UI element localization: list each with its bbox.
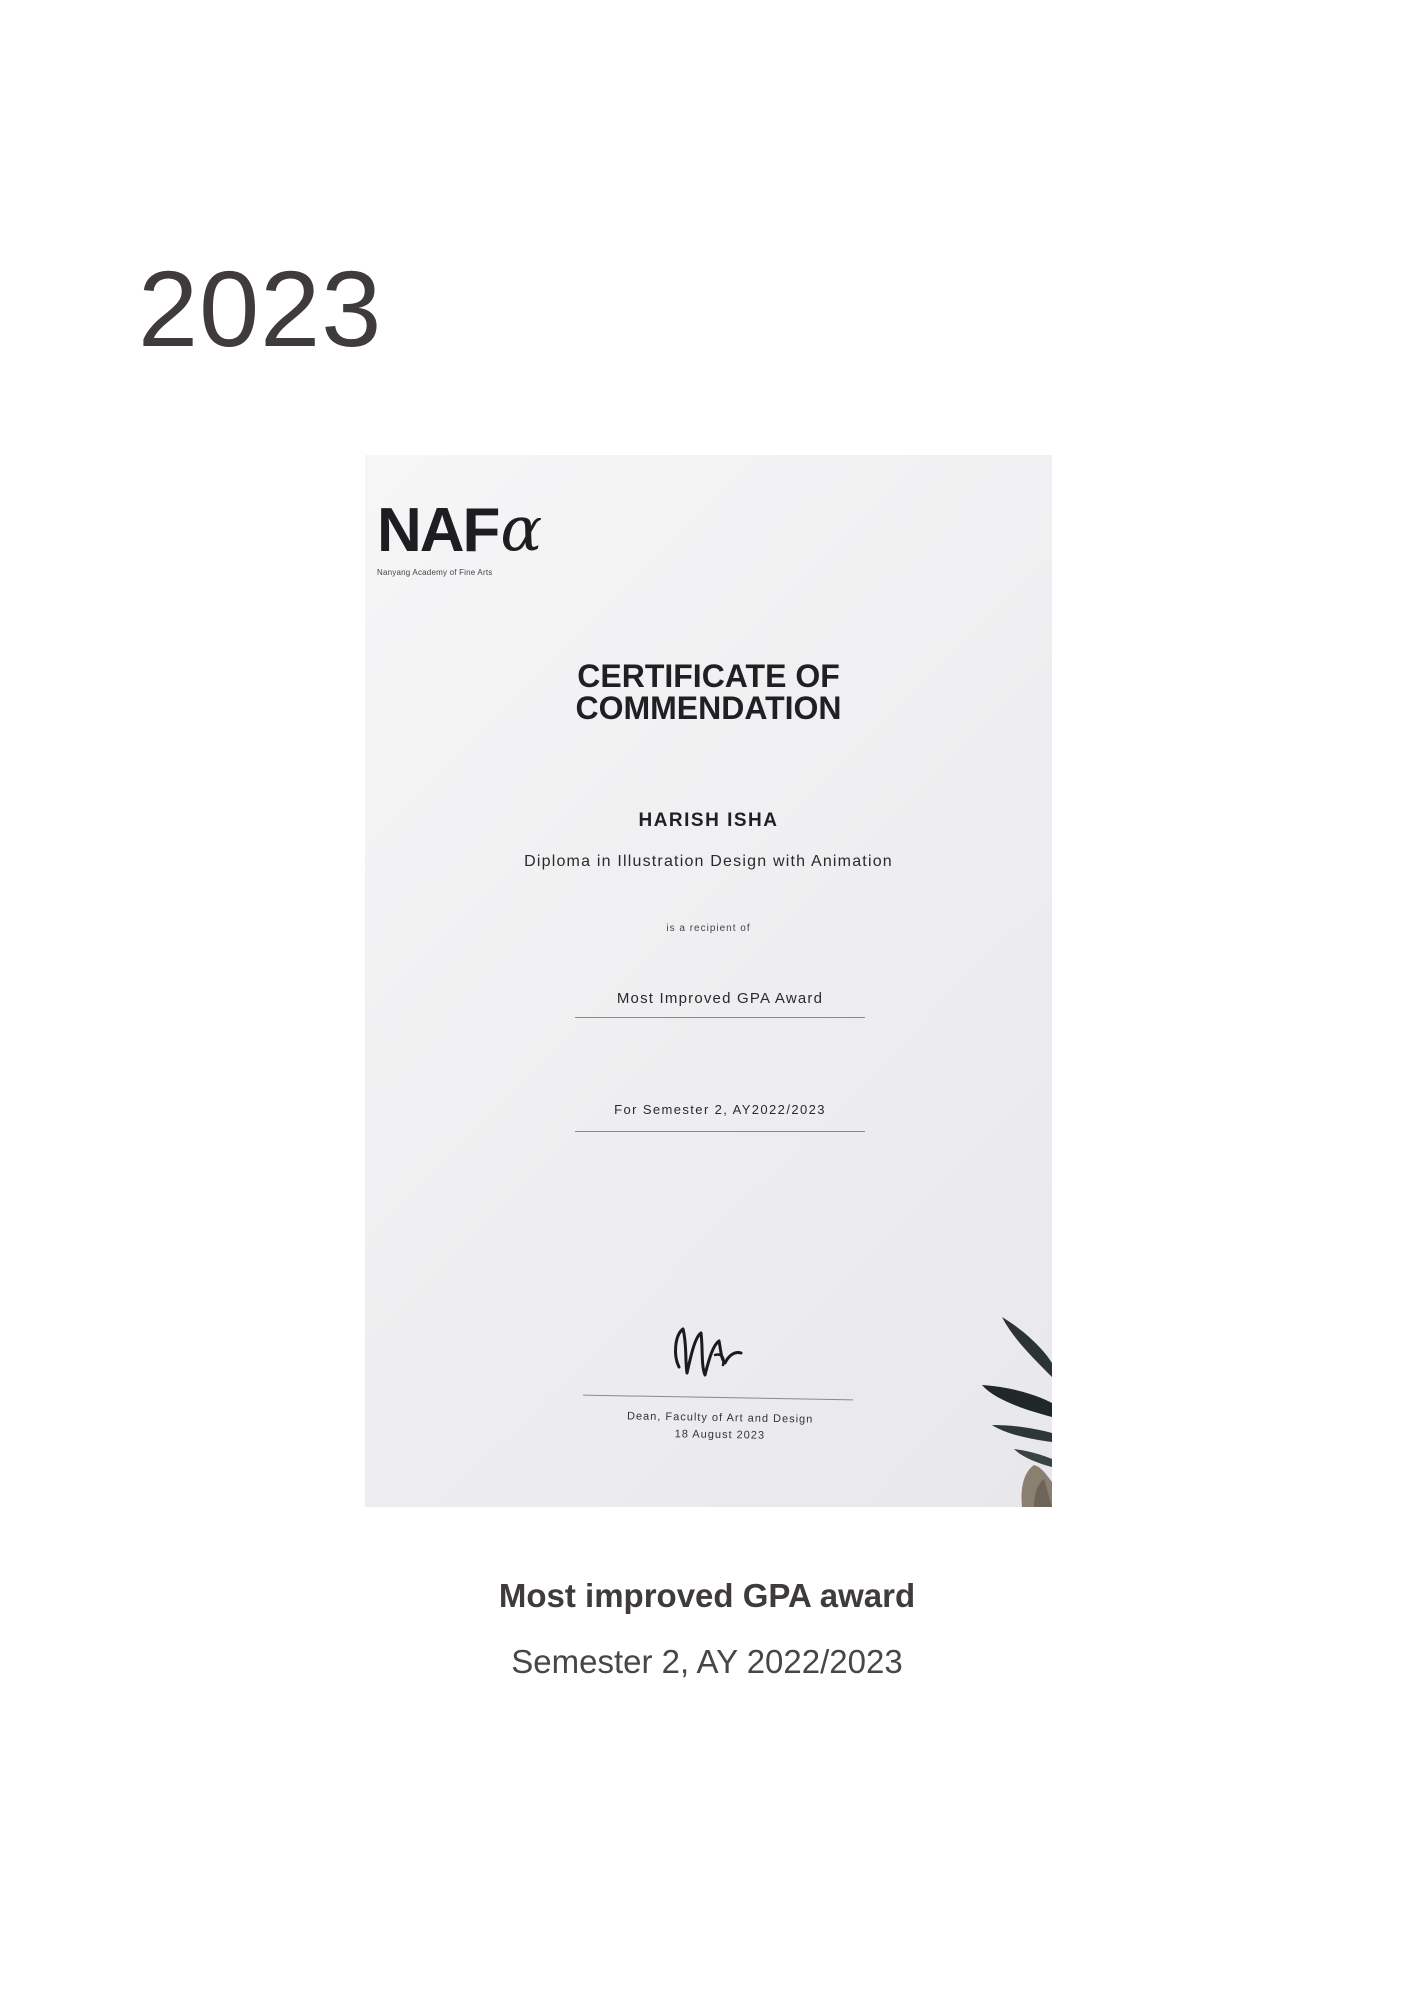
logo-subtitle: Nanyang Academy of Fine Arts — [377, 568, 493, 577]
signing-date: 18 August 2023 — [674, 1428, 766, 1442]
certificate-photo — [365, 455, 1052, 1507]
nafa-logo — [377, 492, 541, 577]
year-heading: 2023 — [138, 248, 383, 369]
recipient-name: HARISH ISHA — [638, 810, 779, 831]
semester-text: For Semester 2, AY2022/2023 — [575, 1102, 865, 1132]
plant-icon — [922, 1267, 1052, 1507]
certificate-title — [365, 660, 1052, 724]
certificate-title-line1: CERTIFICATE OF — [577, 658, 840, 694]
signature-rule — [583, 1395, 853, 1401]
logo-text: NAF — [377, 496, 499, 565]
caption-title: Most improved GPA award — [498, 1577, 916, 1614]
logo-alpha: α — [500, 492, 541, 565]
signatory-title: Dean, Faculty of Art and Design — [626, 1410, 814, 1426]
recipient-of-text: is a recipient of — [666, 923, 751, 934]
signature-icon — [665, 1315, 745, 1385]
award-name: Most Improved GPA Award — [575, 990, 865, 1018]
caption-subtitle: Semester 2, AY 2022/2023 — [511, 1643, 903, 1680]
programme-name: Diploma in Illustration Design with Animation — [524, 853, 893, 870]
signatory-block — [590, 1408, 851, 1447]
certificate-title-line2: COMMENDATION — [575, 690, 842, 726]
